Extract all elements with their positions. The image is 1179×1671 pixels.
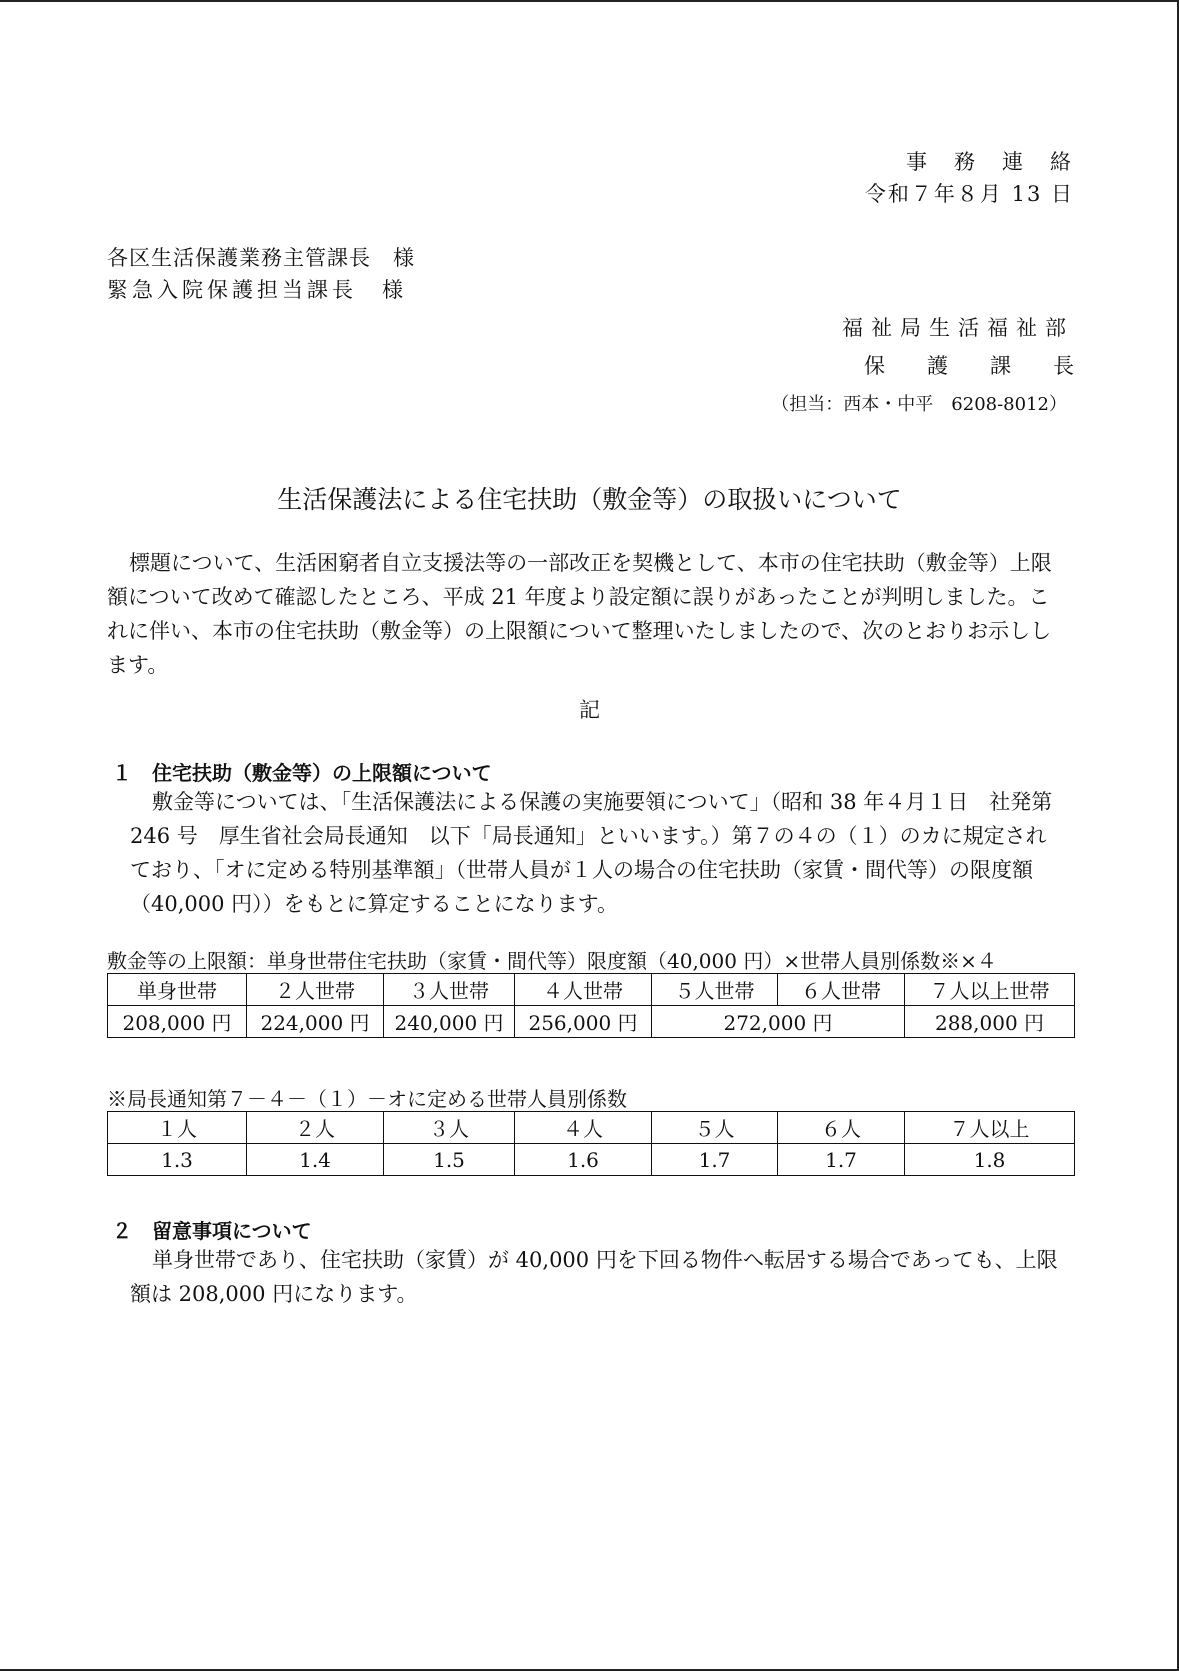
section2-line: 額は 208,000 円になります。 bbox=[130, 1282, 418, 1306]
table-cell: 1.6 bbox=[515, 1144, 652, 1176]
section2-heading: ２ 留意事項について bbox=[112, 1219, 312, 1243]
table-cell: 224,000 円 bbox=[247, 1006, 384, 1038]
table-header-cell: ６人世帯 bbox=[778, 974, 905, 1006]
table-cell: 1.5 bbox=[384, 1144, 515, 1176]
coef-table-caption: ※局長通知第７－４－（１）－オに定める世帯人員別係数 bbox=[107, 1087, 627, 1111]
table-cell: 208,000 円 bbox=[108, 1006, 247, 1038]
table-header-cell: ５人世帯 bbox=[652, 974, 778, 1006]
section1-line: （40,000 円））をもとに算定することになります。 bbox=[130, 892, 618, 916]
table-header-cell: ２人 bbox=[247, 1112, 384, 1144]
section1-line: ており、「オに定める特別基準額」（世帯人員が１人の場合の住宅扶助（家賃・間代等）の限度額 bbox=[130, 858, 1033, 882]
table-header-cell: ３人世帯 bbox=[384, 974, 515, 1006]
table-cell: 240,000 円 bbox=[384, 1006, 515, 1038]
sender-department: 福祉局生活福祉部 bbox=[842, 316, 1074, 340]
section1-heading: １ 住宅扶助（敷金等）の上限額について bbox=[112, 761, 492, 785]
section1-line: 246 号 厚生省社会局長通知 以下「局長通知」といいます。）第７の４の（１）のカに規定され bbox=[130, 824, 1047, 848]
table-row bbox=[108, 1144, 1075, 1176]
table-row bbox=[108, 1006, 1075, 1038]
table-header-cell: ７人以上世帯 bbox=[905, 974, 1075, 1006]
intro-line: れに伴い、本市の住宅扶助（敷金等）の上限額について整理いたしましたので、次のとおりお示しし bbox=[107, 619, 1052, 643]
table-cell: 1.8 bbox=[905, 1144, 1075, 1176]
section2-body bbox=[130, 1243, 1058, 1311]
table-cell: 1.4 bbox=[247, 1144, 384, 1176]
sender-contact: （担当：西本・中平 6208-8012） bbox=[771, 394, 1067, 415]
notice-date: 令和７年８月 13 日 bbox=[864, 182, 1074, 206]
table-header-cell: １人 bbox=[108, 1112, 247, 1144]
section1-line: 敷金等については、「生活保護法による保護の実施要領について」（昭和 38 年４月１日 社発第 bbox=[152, 790, 1053, 814]
table-cell: 288,000 円 bbox=[905, 1006, 1075, 1038]
table-header-cell: ７人以上 bbox=[905, 1112, 1075, 1144]
notice-type: 事 務 連 絡 bbox=[906, 150, 1074, 174]
table-header-cell: ４人 bbox=[515, 1112, 652, 1144]
page-border-top bbox=[0, 0, 1179, 2]
table-cell: 1.7 bbox=[778, 1144, 905, 1176]
intro-line: 標題について、生活困窮者自立支援法等の一部改正を契機として、本市の住宅扶助（敷金等）上限 bbox=[129, 551, 1052, 575]
table-header-cell: ２人世帯 bbox=[247, 974, 384, 1006]
table-cell: 272,000 円 bbox=[652, 1006, 905, 1038]
document-title: 生活保護法による住宅扶助（敷金等）の取扱いについて bbox=[277, 485, 902, 514]
coef-table bbox=[107, 1111, 1075, 1176]
table-row bbox=[108, 1112, 1075, 1144]
limit-table-caption: 敷金等の上限額：単身世帯住宅扶助（家賃・間代等）限度額（40,000 円）×世帯人員別係数※×４ bbox=[107, 949, 997, 973]
table-cell: 256,000 円 bbox=[515, 1006, 652, 1038]
intro-paragraph bbox=[107, 546, 1052, 682]
table-header-cell: ５人 bbox=[652, 1112, 778, 1144]
table-header-cell: ６人 bbox=[778, 1112, 905, 1144]
table-cell: 1.3 bbox=[108, 1144, 247, 1176]
table-header-cell: ３人 bbox=[384, 1112, 515, 1144]
addressee-2: 緊急入院保護担当課長 様 bbox=[107, 278, 407, 302]
table-row bbox=[108, 974, 1075, 1006]
section1-body bbox=[130, 785, 1052, 921]
intro-line: ます。 bbox=[107, 653, 169, 677]
table-header-cell: 単身世帯 bbox=[108, 974, 247, 1006]
addressee-1: 各区生活保護業務主管課長 様 bbox=[107, 246, 415, 270]
table-header-cell: ４人世帯 bbox=[515, 974, 652, 1006]
intro-line: 額について改めて確認したところ、平成 21 年度より設定額に誤りがあったことが判明しました。こ bbox=[107, 585, 1050, 609]
limit-table bbox=[107, 973, 1075, 1038]
table-cell: 1.7 bbox=[652, 1144, 778, 1176]
section2-line: 単身世帯であり、住宅扶助（家賃）が 40,000 円を下回る物件へ転居する場合であっても、上限 bbox=[152, 1248, 1058, 1272]
ki-marker: 記 bbox=[579, 698, 600, 722]
sender-title: 保 護 課 長 bbox=[864, 354, 1074, 378]
